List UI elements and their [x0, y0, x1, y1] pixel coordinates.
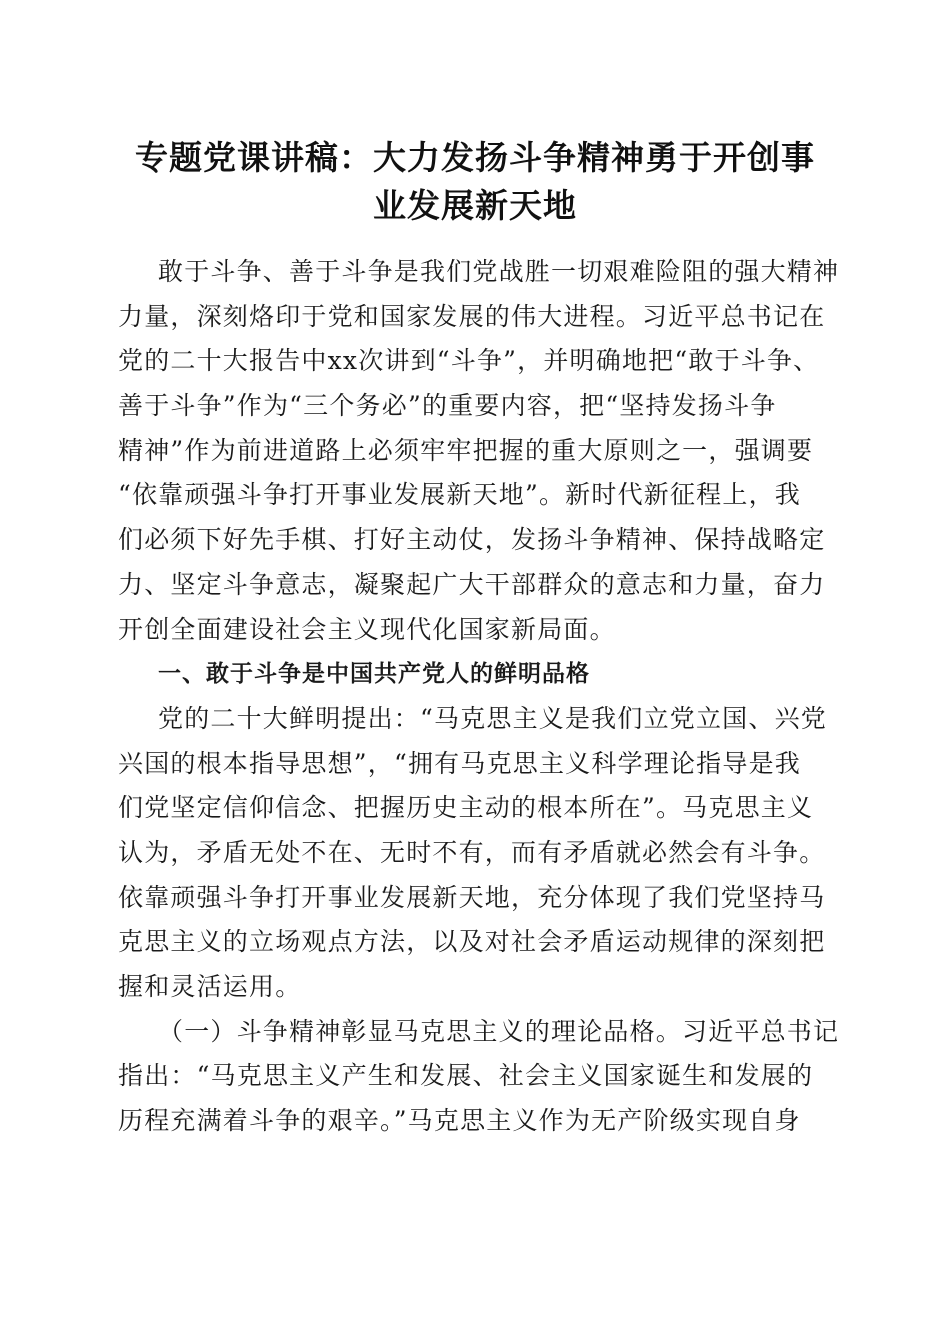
paragraph-line: 握和灵活运用。 — [118, 972, 302, 1001]
paragraph-line: 们必须下好先手棋、打好主动仗，发扬斗争精神、保持战略定 — [118, 525, 826, 555]
paragraph-line: 指出：“马克思主义产生和发展、社会主义国家诞生和发展的 — [118, 1061, 814, 1091]
paragraph-line: 力、坚定斗争意志，凝聚起广大干部群众的意志和力量，奋力 — [118, 569, 826, 599]
paragraph-line: 精神”作为前进道路上必须牢牢把握的重大原则之一，强调要 — [118, 435, 814, 465]
title-line: 专题党课讲稿：大力发扬斗争精神勇于开创事 — [135, 138, 815, 177]
paragraph-line: 力量，深刻烙印于党和国家发展的伟大进程。习近平总书记在 — [118, 301, 826, 331]
section-heading: 一、敢于斗争是中国共产党人的鲜明品格 — [158, 661, 590, 688]
paragraph-line: 克思主义的立场观点方法，以及对社会矛盾运动规律的深刻把 — [118, 927, 826, 957]
document-body — [118, 250, 838, 1144]
paragraph-line: 们党坚定信仰信念、把握历史主动的根本所在”。马克思主义 — [118, 793, 814, 823]
paragraph-line: 兴国的根本指导思想”，“拥有马克思主义科学理论指导是我 — [118, 748, 801, 778]
paragraph-line: （一）斗争精神彰显马克思主义的理论品格。习近平总书记 — [158, 1016, 840, 1046]
paragraph-line: 认为，矛盾无处不在、无时不有，而有矛盾就必然会有斗争。 — [118, 837, 826, 867]
paragraph-line: 敢于斗争、善于斗争是我们党战胜一切艰难险阻的强大精神 — [158, 257, 840, 286]
paragraph-line: 开创全面建设社会主义现代化国家新局面。 — [118, 614, 616, 644]
paragraph-line: 依靠顽强斗争打开事业发展新天地，充分体现了我们党坚持马 — [118, 882, 826, 912]
document-title — [100, 134, 850, 230]
paragraph-line: 党的二十大鲜明提出：“马克思主义是我们立党立国、兴党 — [158, 703, 827, 733]
paragraph-line: 善于斗争”作为“三个务必”的重要内容，把“坚持发扬斗争 — [118, 391, 777, 421]
paragraph-line: 党的二十大报告中xx次讲到“斗争”，并明确地把“敢于斗争、 — [118, 346, 820, 376]
title-line: 业发展新天地 — [373, 186, 577, 225]
paragraph-line: 历程充满着斗争的艰辛。”马克思主义作为无产阶级实现自身 — [118, 1106, 801, 1136]
paragraph-line: “依靠顽强斗争打开事业发展新天地”。新时代新征程上，我 — [118, 480, 801, 510]
